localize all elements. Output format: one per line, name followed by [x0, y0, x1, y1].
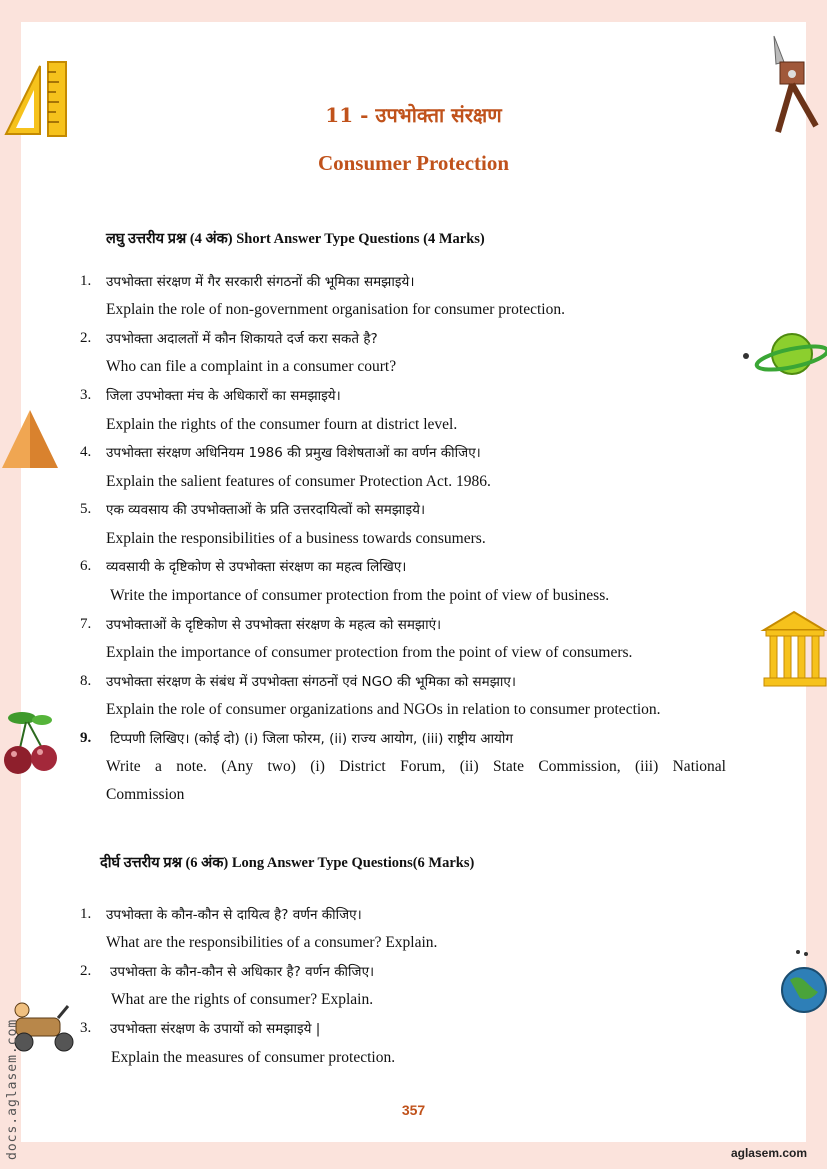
planet-icon	[740, 328, 827, 380]
question-number: 5.	[80, 501, 92, 517]
question-hindi: उपभोक्ता संरक्षण में गैर सरकारी संगठनों की भूमिका समझाइये।	[106, 274, 415, 290]
chapter-title-hindi: 11 - उपभोक्ता संरक्षण	[325, 103, 502, 127]
question-hindi: एक व्यवसाय की उपभोक्ताओं के प्रति उत्तरदायित्वों को समझाइये।	[106, 502, 426, 518]
question-hindi: उपभोक्ताओं के दृष्टिकोण से उपभोक्ता संरक्षण के महत्व को समझाएं।	[106, 617, 442, 633]
question-english: Explain the measures of consumer protection.	[111, 1049, 396, 1066]
short-answer-heading: लघु उत्तरीय प्रश्न (4 अंक) Short Answer Type Questions (4 Marks)	[106, 231, 485, 247]
question-hindi: उपभोक्ता अदालतों में कौन शिकायते दर्ज करा सकते है?	[106, 331, 378, 347]
long-answer-heading: दीर्घ उत्तरीय प्रश्न (6 अंक) Long Answer Type Questions(6 Marks)	[100, 855, 475, 871]
question-hindi: उपभोक्ता संरक्षण अधिनियम 1986 की प्रमुख विशेषताओं का वर्णन कीजिए।	[106, 445, 481, 461]
pillar-building-icon	[760, 608, 827, 688]
question-hindi: उपभोक्ता के कौन-कौन से अधिकार है? वर्णन कीजिए।	[110, 964, 375, 980]
question-hindi: उपभोक्ता संरक्षण के उपायों को समझाइये |	[110, 1021, 321, 1037]
question-number: 6.	[80, 558, 92, 574]
question-english: What are the responsibilities of a consumer? Explain.	[106, 934, 438, 951]
question-hindi: व्यवसायी के दृष्टिकोण से उपभोक्ता संरक्षण का महत्व लिखिए।	[106, 559, 407, 575]
question-number: 3.	[80, 387, 92, 403]
question-hindi: टिप्पणी लिखिए। (कोई दो) (i) जिला फोरम, (ii) राज्य आयोग, (iii) राष्ट्रीय आयोग	[110, 731, 513, 747]
vertical-watermark: docs.aglasem.com	[5, 1018, 20, 1160]
pyramid-icon	[0, 408, 60, 470]
question-number: 3.	[80, 1020, 92, 1036]
question-hindi: उपभोक्ता संरक्षण के संबंध में उपभोक्ता संगठनों एवं NGO की भूमिका को समझाए।	[106, 674, 516, 690]
question-english: Explain the role of consumer organizations and NGOs in relation to consumer protection.	[106, 701, 661, 718]
question-number: 9.	[80, 730, 92, 746]
question-english: Explain the role of non-government organisation for consumer protection.	[106, 301, 565, 318]
cherries-icon	[2, 708, 62, 780]
chapter-title-english: Consumer Protection	[317, 151, 510, 175]
question-number: 1.	[80, 273, 92, 289]
question-english: Explain the responsibilities of a business towards consumers.	[106, 530, 486, 547]
question-hindi: उपभोक्ता के कौन-कौन से दायित्व है? वर्णन कीजिए।	[106, 907, 362, 923]
site-name[interactable]: aglasem.com	[730, 1146, 807, 1160]
question-number: 2.	[80, 330, 92, 346]
question-english: Who can file a complaint in a consumer court?	[106, 358, 397, 375]
question-number: 1.	[80, 906, 92, 922]
question-english-continued: Commission	[106, 786, 185, 803]
question-english: Write the importance of consumer protection from the point of view of business.	[110, 587, 610, 604]
question-english: What are the rights of consumer? Explain.	[111, 991, 374, 1008]
question-number: 8.	[80, 673, 92, 689]
question-english: Explain the importance of consumer protection from the point of view of consumers.	[106, 644, 633, 661]
question-english: Write a note. (Any two) (i) District Forum, (ii) State Commission, (iii) National	[106, 758, 726, 775]
question-number: 2.	[80, 963, 92, 979]
globe-icon	[778, 946, 827, 1018]
question-number: 7.	[80, 616, 92, 632]
question-number: 4.	[80, 444, 92, 460]
question-english: Explain the salient features of consumer Protection Act. 1986.	[106, 473, 491, 490]
question-hindi: जिला उपभोक्ता मंच के अधिकारों का समझाइये।	[106, 388, 341, 404]
page-number: 357	[401, 1102, 426, 1118]
question-english: Explain the rights of the consumer fourn at district level.	[106, 416, 458, 433]
